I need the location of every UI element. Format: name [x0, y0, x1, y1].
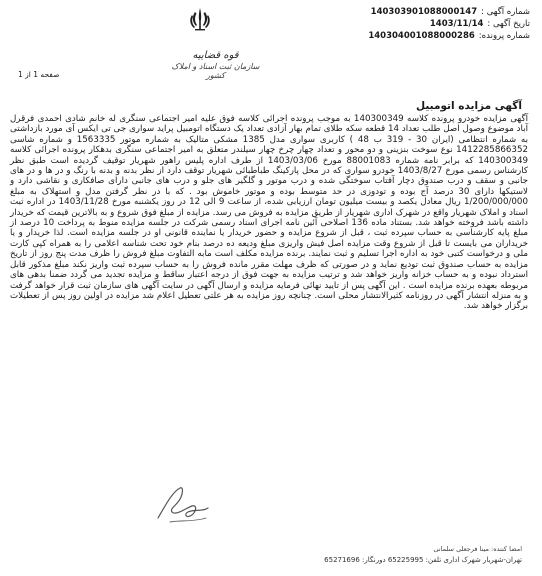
notice-date-value: 1403/11/14 — [429, 19, 484, 29]
office-address: تهران-شهریار شهرک اداری تلفن: 65225995 دورنگار: 65271696 — [324, 556, 522, 564]
case-number-row — [260, 30, 530, 42]
notice-title: آگهی مزایده اتومبیل — [416, 100, 522, 112]
org-name-line1: قوه قضاییه — [192, 50, 239, 61]
iran-emblem-icon — [186, 6, 214, 34]
notice-date-label: تاریخ آگهی : — [487, 19, 530, 29]
notice-date-row — [260, 18, 530, 30]
case-number-label: شماره پرونده: — [478, 31, 530, 41]
notice-body-text: آگهی مزایده خودرو پرونده کلاسه 140300349 به موجب پرونده اجرائی کلاسه فوق علیه امیر اجتماعی سنگری له خانم شادی احمدی فرقرل آباد موضوع وصول اصل طلب تعداد 14 قطعه سکه طلای تمام بهار آزادی تعداد یک دستگاه اتومبیل پراید سواری جی تی ایکس آی مورد بازداشتی به شماره انتظامی (ایران 30 - 319 ب 48 ) کاربری سواری مدل 1385 مشکی متالیک به شماره موتور 1563335 و شماره شاسی 1412285866352 نوع سوخت بنزینی و دو محور و تعداد چهار چرخ چهار سیلندر متعلق به امیر اجتماعی سنگری بدهکار پرونده اجرائی کلاسه 140300349 که برابر نامه شماره 88001083 مورخ 1403/03/06 از طرف اداره پلیس راهور شهریار توقیف گردیده است طبق نظر کارشناس رسمی مورخ 1403/8/27 خودرو سواری که در محل پارکینگ طباطبائی شهریار توقف دارد از نظر بدنه و بدنه با رنگ و در ها و در های جانبی و سقف و درب صندوق دچار آفتاب سوختگی شده و درب موتور و گلگیر های جلو و درب های جانبی دارای صافکاری و نقاشی دارد و لاستیکها دارای 30 درصد آج بوده و تودوزی در حد متوسط بوده و موتور خاموش بود . که با در نظر گرفتن مدل و استهلاک به مبلغ 1/200/000/000 ریال معادل یکصد و بیست میلیون تومان ارزیابی شده، از ساعت 9 الی 12 در روز یکشنبه مورخ 1403/11/28 در اداره ثبت اسناد و املاک شهریار واقع در شهرک اداری شهریار از طریق مزایده به فروش می رسد. مزایده از مبلغ فوق شروع و به بالاترین قیمت که خریدار داشته باشد فروخته خواهد شد. بستناد ماده 136 اصلاحی آئین نامه اجرای اسناد رسمی شرکت در جلسه مزایده منوط به پرداخت 10 درصد از مبلغ پایه کارشناسی به حساب سپرده ثبت ، قبل از شروع مزایده و حضور خریدار یا نماینده قانونی او در جلسه مزایده است. لذا خریدار و یا خریداران می بایست تا قبل از شروع وقت مزایده اصل فیش واریزی مبلغ ودیعه ده درصد بنام خود تحت شناسه اعلامی را به همراه کپی کارت ملی و درخواست کتبی خود به اداره اجرا تسلیم و ثبت نمایند. برنده مزایده مکلف است مابه التفاوت مبلغ فروش را ظرف مدت پنج روز از تاریخ مزایده به حساب صندوق ثبت تودیع نماید و در صورتی که ظرف مهلت مقرر مانده فروش را به حساب سپرده ثبت واریز نکند مبلغ مذکور قابل استرداد نبوده و به حساب خزانه واریز خواهد شد و ترتیب مزایده به جهت فوق از درجه اعتبار ساقط و مزایده تجدید می گردد ضمنا بدهی های مربوطه بعهده برنده مزایده است . این آگهی پس از تایید نهائی فرمایه مزایده و ارسال آگهی در سایت آگهی های سازمان ثبت قرار خواهد گرفت و به منزله انتشار آگهی در روزنامه کثیرالانتشار محلی است. چنانچه روز مزایده به هر علتی تعطیل اعلام شد مزایده در اولین روز پس از تعطیلات برگزار خواهد شد. — [10, 114, 529, 312]
notice-meta — [260, 6, 530, 42]
notice-number-value: 140303901088000147 — [370, 7, 478, 17]
page-number: صفحه 1 از 1 — [18, 70, 60, 79]
case-number-value: 140304001088000286 — [368, 31, 475, 41]
org-name-line2: سازمان ثبت اسناد و املاک کشور — [171, 61, 260, 80]
notice-number-label: شماره آگهی : — [481, 7, 530, 17]
signer-line: امضا کننده: مینا فرجعلی سلمانی — [433, 545, 522, 553]
notice-number-row — [260, 6, 530, 18]
notice-body — [10, 114, 528, 312]
organization-block — [168, 50, 263, 80]
signature-image — [150, 478, 220, 532]
